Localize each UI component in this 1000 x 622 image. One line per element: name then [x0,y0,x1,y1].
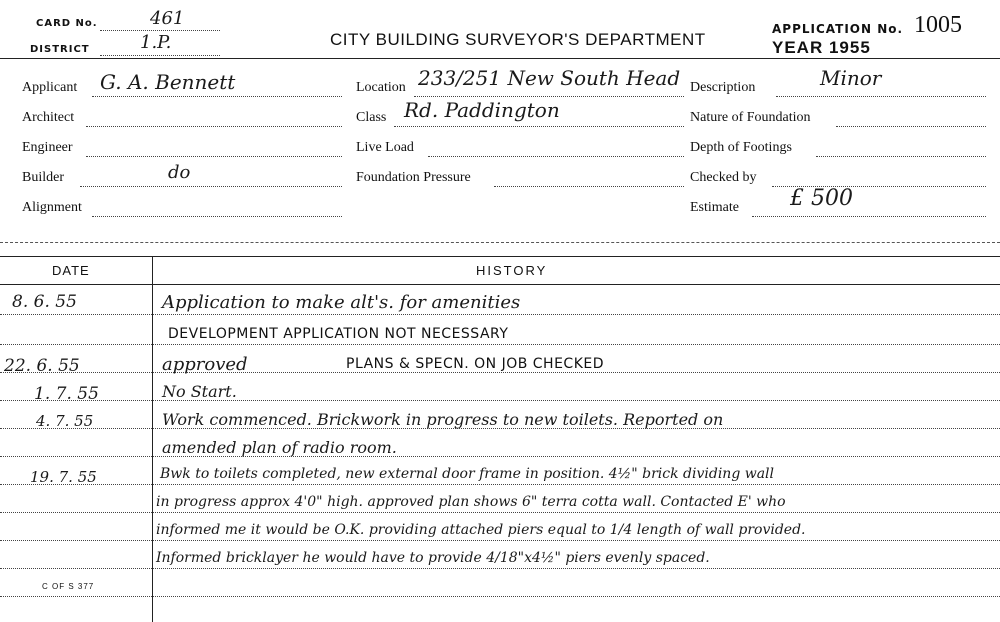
class-label: Class [356,110,387,125]
application-label: APPLICATION No. [772,22,904,36]
history-row-text: in progress approx 4'0" high. approved plan shows 6" terra cotta wall. Contacted E' who [156,494,786,510]
fields-bottom-dash [0,242,1000,243]
history-top-rule [0,256,1000,257]
location-label: Location [356,80,406,95]
history-row-stamp: PLANS & SPECN. ON JOB CHECKED [346,356,605,372]
history-row-text: Bwk to toilets completed, new external door frame in position. 4½" brick dividing wall [160,466,775,482]
district-value: 1.P. [140,32,172,53]
description-label: Description [690,80,756,95]
checked-by-label: Checked by [690,170,757,185]
history-row-stamp: DEVELOPMENT APPLICATION NOT NECESSARY [168,326,509,342]
district-label: DISTRICT [30,44,90,55]
card-no-label: CARD No. [36,18,98,29]
history-row-text: Informed bricklayer he would have to provide 4/18"x4½" piers evenly spaced. [156,550,710,566]
history-header-rule [0,284,1000,285]
history-row-text: informed me it would be O.K. providing attached piers equal to 1/4 length of wall provided. [156,522,806,538]
architect-label: Architect [22,110,75,125]
form-code: C OF S 377 [42,582,95,591]
history-row-date: 19. 7. 55 [30,468,97,486]
applicant-value: G. A. Bennett [100,70,236,94]
history-row-text: Work commenced. Brickwork in progress to new toilets. Reported on [162,410,724,429]
history-row-text: Application to make alt's. for amenities [162,292,521,313]
builder-value: do [168,162,191,183]
date-column-header: DATE [52,263,90,278]
history-row-text: No Start. [162,382,237,401]
nature-of-foundation-label: Nature of Foundation [690,110,811,125]
applicant-label: Applicant [22,80,78,95]
description-value: Minor [820,66,882,90]
history-row-text: amended plan of radio room. [162,438,397,457]
history-column-header: HISTORY [476,263,548,278]
alignment-label: Alignment [22,200,82,215]
history-row-text: approved [162,354,248,375]
engineer-label: Engineer [22,140,73,155]
depth-of-footings-label: Depth of Footings [690,140,792,155]
department-title: CITY BUILDING SURVEYOR'S DEPARTMENT [330,30,706,49]
estimate-value: £ 500 [790,186,853,211]
history-row-date: 22. 6. 55 [4,356,80,376]
history-row-date: 8. 6. 55 [12,292,77,312]
header-rule [0,58,1000,59]
history-row-date: 4. 7. 55 [36,412,94,430]
builder-label: Builder [22,170,64,185]
location-value: 233/251 New South Head [418,66,681,90]
estimate-label: Estimate [690,200,739,215]
live-load-label: Live Load [356,140,414,155]
application-number: 1005 [914,12,962,38]
class-value: Rd. Paddington [404,98,560,122]
history-row-date: 1. 7. 55 [34,384,99,404]
year-label: YEAR 1955 [772,38,871,57]
card-no-value: 461 [150,8,185,29]
foundation-pressure-label: Foundation Pressure [356,170,471,185]
